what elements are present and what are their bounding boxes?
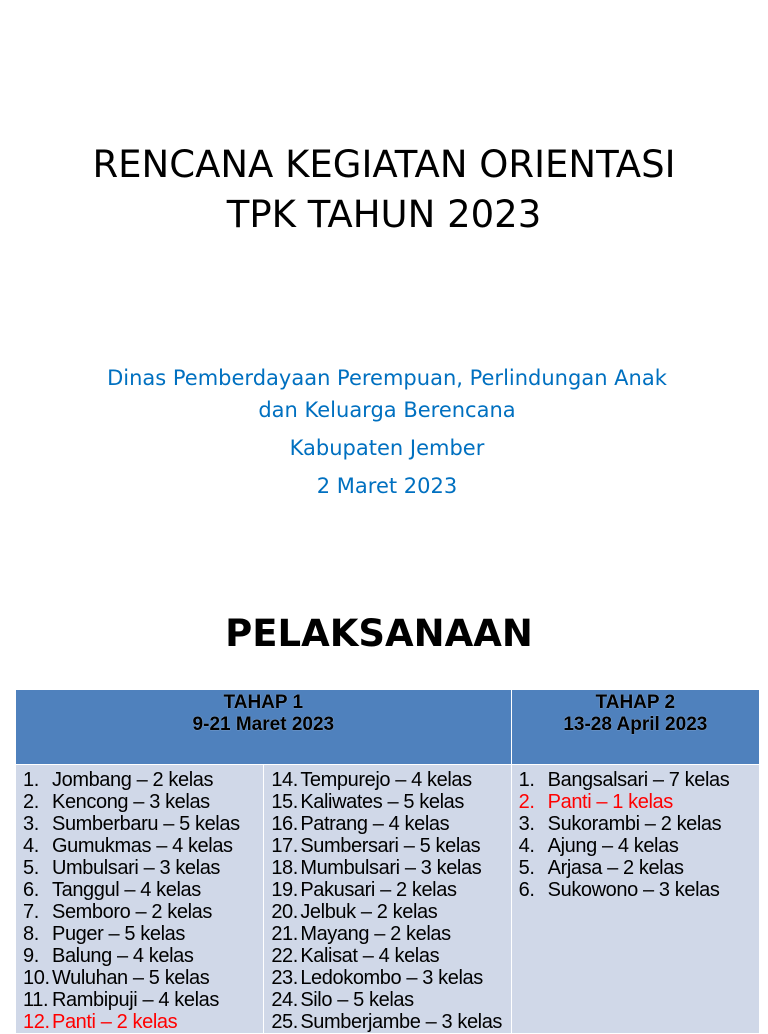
list <box>264 765 510 1033</box>
item-text: Panti – 2 kelas <box>52 1011 178 1033</box>
list-item <box>23 945 263 967</box>
item-text: Gumukmas – 4 kelas <box>52 835 233 857</box>
item-number: 2. <box>23 791 39 813</box>
slide-title <box>0 140 768 240</box>
item-text: Sumberjambe – 3 kelas <box>300 1011 503 1033</box>
subtitle-line-4: 2 Maret 2023 <box>316 474 458 498</box>
list-item <box>519 835 759 857</box>
stage-1-column-1 <box>16 765 264 1034</box>
item-text: Sukowono – 3 kelas <box>547 879 720 901</box>
list-item <box>23 769 263 791</box>
list <box>512 765 759 901</box>
stage-1-dates: 9-21 Maret 2023 <box>192 714 335 735</box>
item-number: 20. <box>271 901 298 923</box>
list-item <box>271 879 510 901</box>
item-text: Balung – 4 kelas <box>52 945 194 967</box>
item-number: 2. <box>518 791 535 813</box>
item-number: 6. <box>23 879 39 901</box>
item-text: Puger – 5 kelas <box>52 923 185 945</box>
stage-2-header <box>511 690 759 765</box>
item-number: 16. <box>271 813 298 835</box>
item-number: 19. <box>271 879 298 901</box>
title-line-1: RENCANA KEGIATAN ORIENTASI <box>92 143 676 186</box>
item-text: Tempurejo – 4 kelas <box>300 769 472 791</box>
item-number: 5. <box>23 857 39 879</box>
item-number: 1. <box>23 769 39 791</box>
list-item <box>271 857 510 879</box>
item-text: Ledokombo – 3 kelas <box>300 967 483 989</box>
item-text: Jombang – 2 kelas <box>52 769 214 791</box>
list-item <box>271 1011 510 1033</box>
subtitle-line-3: Kabupaten Jember <box>289 436 485 460</box>
list-item <box>271 769 510 791</box>
item-text: Umbulsari – 3 kelas <box>52 857 221 879</box>
list-item <box>271 835 510 857</box>
list-item <box>23 967 263 989</box>
list-item <box>271 901 510 923</box>
stage-1-column-2 <box>264 765 511 1034</box>
item-text: Wuluhan – 5 kelas <box>52 967 210 989</box>
list <box>16 765 263 1033</box>
list-item <box>519 791 759 813</box>
stage-2-name: TAHAP 2 <box>595 692 676 713</box>
item-text: Sumberbaru – 5 kelas <box>52 813 240 835</box>
item-number: 8. <box>23 923 39 945</box>
stage-1-name: TAHAP 1 <box>223 692 304 713</box>
list-item <box>23 813 263 835</box>
schedule-table <box>15 689 760 1034</box>
item-text: Silo – 5 kelas <box>300 989 414 1011</box>
item-text: Arjasa – 2 kelas <box>547 857 684 879</box>
item-text: Sumbersari – 5 kelas <box>300 835 481 857</box>
item-number: 6. <box>518 879 535 901</box>
list-item <box>23 1011 263 1033</box>
stage-2-dates: 13-28 April 2023 <box>563 714 708 735</box>
list-item <box>271 791 510 813</box>
item-number: 25. <box>271 1011 298 1033</box>
list-item <box>519 879 759 901</box>
section-heading: PELAKSANAAN <box>225 612 533 655</box>
title-line-2: TPK TAHUN 2023 <box>226 193 542 236</box>
list-item <box>23 791 263 813</box>
list-item <box>519 857 759 879</box>
list-item <box>271 967 510 989</box>
item-text: Sukorambi – 2 kelas <box>547 813 722 835</box>
list-item <box>23 835 263 857</box>
item-text: Rambipuji – 4 kelas <box>52 989 219 1011</box>
item-number: 14. <box>271 769 298 791</box>
item-text: Patrang – 4 kelas <box>300 813 450 835</box>
item-text: Kaliwates – 5 kelas <box>300 791 464 813</box>
item-text: Semboro – 2 kelas <box>52 901 212 923</box>
item-number: 24. <box>271 989 298 1011</box>
list-item <box>519 769 759 791</box>
item-number: 22. <box>271 945 298 967</box>
item-number: 18. <box>271 857 298 879</box>
list-item <box>23 857 263 879</box>
list-item <box>271 813 510 835</box>
item-text: Mumbulsari – 3 kelas <box>300 857 482 879</box>
list-item <box>23 923 263 945</box>
item-text: Tanggul – 4 kelas <box>52 879 201 901</box>
stage-2-column <box>511 765 759 1034</box>
list-item <box>23 879 263 901</box>
item-text: Ajung – 4 kelas <box>547 835 679 857</box>
item-number: 12. <box>23 1011 50 1033</box>
item-text: Pakusari – 2 kelas <box>300 879 457 901</box>
item-text: Kalisat – 4 kelas <box>300 945 440 967</box>
item-text: Kencong – 3 kelas <box>52 791 210 813</box>
item-number: 1. <box>518 769 535 791</box>
list-item <box>271 945 510 967</box>
list-item <box>23 901 263 923</box>
subtitle-line-2: dan Keluarga Berencana <box>258 398 516 422</box>
item-number: 17. <box>271 835 298 857</box>
item-number: 21. <box>271 923 298 945</box>
item-number: 4. <box>23 835 39 857</box>
item-number: 9. <box>23 945 39 967</box>
item-number: 10. <box>23 967 50 989</box>
slide-subtitle <box>0 362 768 502</box>
list-item <box>23 989 263 1011</box>
item-number: 15. <box>271 791 298 813</box>
item-number: 3. <box>23 813 39 835</box>
list-item <box>519 813 759 835</box>
item-number: 11. <box>23 989 49 1011</box>
item-number: 3. <box>518 813 535 835</box>
item-text: Jelbuk – 2 kelas <box>300 901 438 923</box>
stage-1-header <box>16 690 512 765</box>
subtitle-line-1: Dinas Pemberdayaan Perempuan, Perlindungan Anak <box>107 366 667 390</box>
item-number: 7. <box>23 901 39 923</box>
item-number: 4. <box>518 835 535 857</box>
list-item <box>271 989 510 1011</box>
item-text: Bangsalsari – 7 kelas <box>547 769 730 791</box>
item-number: 5. <box>518 857 535 879</box>
item-number: 23. <box>271 967 298 989</box>
list-item <box>271 923 510 945</box>
item-text: Mayang – 2 kelas <box>300 923 451 945</box>
item-text: Panti – 1 kelas <box>547 791 673 813</box>
